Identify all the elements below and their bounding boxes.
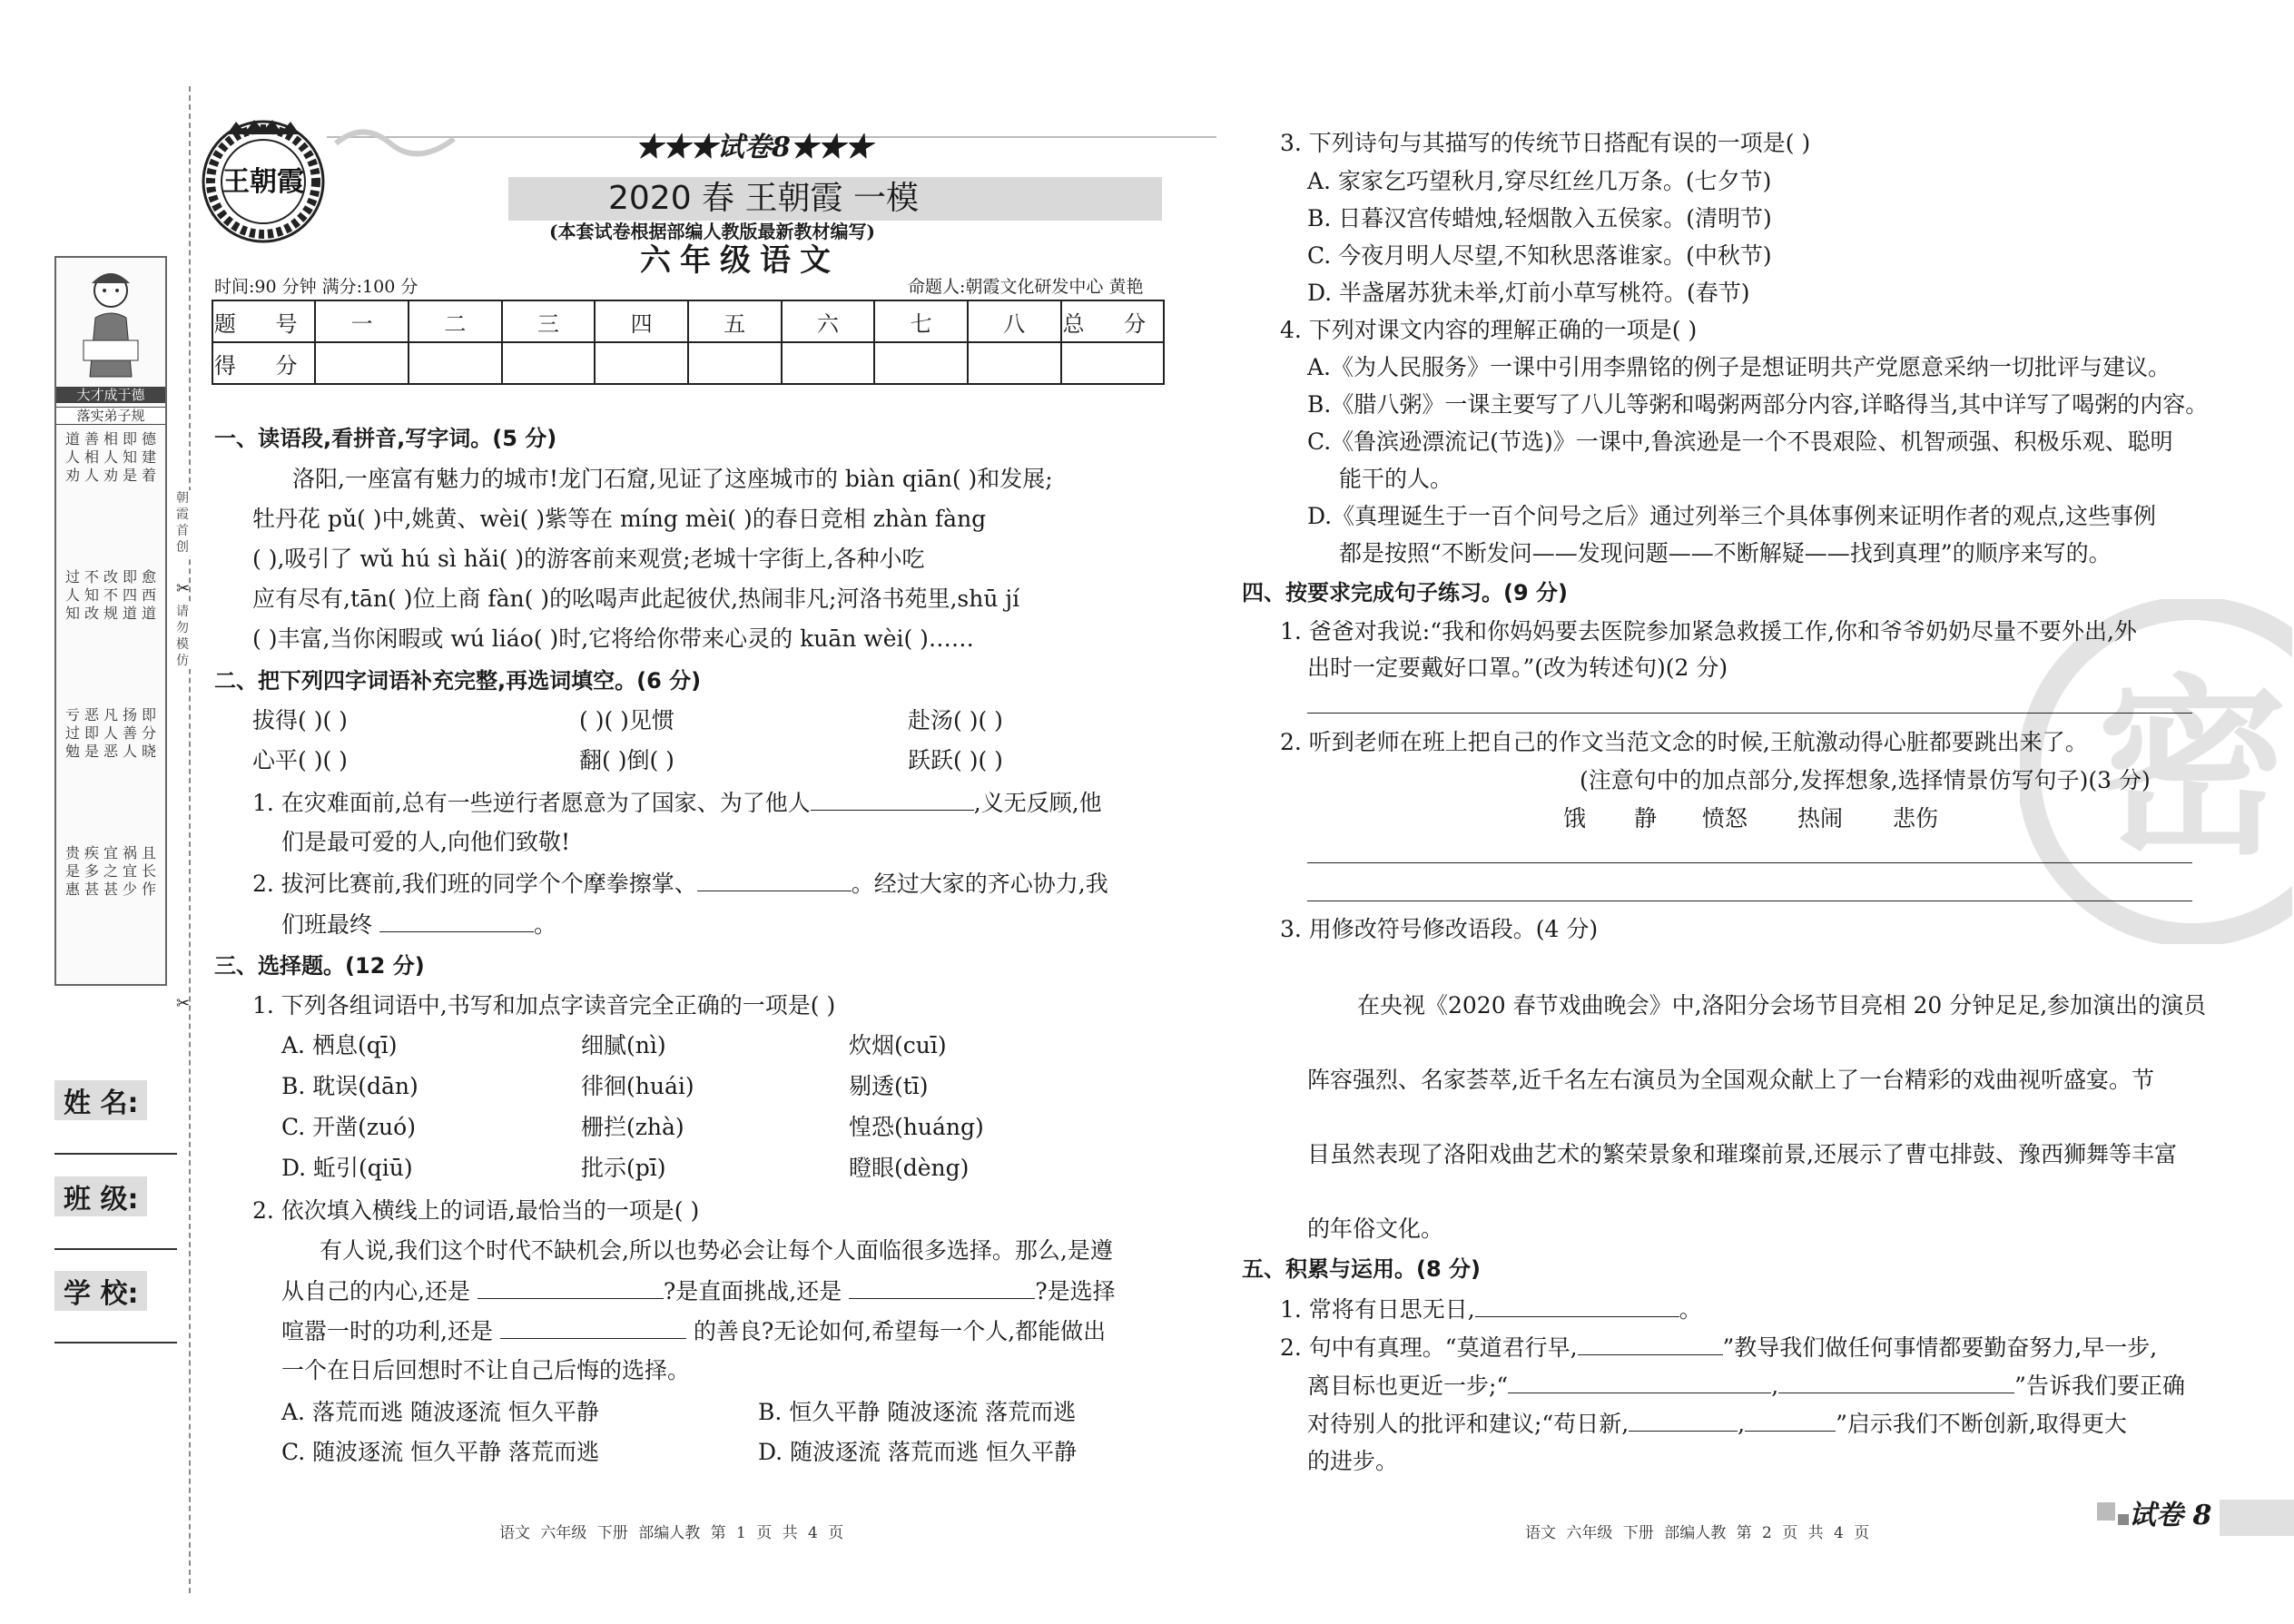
- score-header-cell: 三: [502, 300, 596, 342]
- q3-option-c[interactable]: C. 今夜月明人尽望,不知秋思落谁家。(中秋节): [1307, 242, 1772, 269]
- word-option: 剔透(tī): [849, 1073, 929, 1099]
- idiom-blank[interactable]: 跃跃( )( ): [908, 747, 1003, 773]
- score-cell[interactable]: [874, 342, 968, 384]
- idiom-blank[interactable]: 心平( )( ): [252, 747, 348, 773]
- q3-option-b[interactable]: B. 日暮汉宫传蜡烛,轻烟散入五侯家。(清明节): [1307, 205, 1772, 231]
- s1-line-3: ( ),吸引了 wǔ hú sì hǎi( )的游客前来观赏;老城十字街上,各种小吃: [252, 546, 925, 572]
- s3-question-1: 1. 下列各组词语中,书写和加点字读音完全正确的一项是( ): [252, 992, 836, 1019]
- edit-passage-line-1: 在央视《2020 春节戏曲晚会》中,洛阳分会场节目亮相 20 分钟足足,参加演出的演员: [1357, 992, 2207, 1019]
- motto-column: 道人劝: [64, 430, 80, 484]
- motto-column: 不知改: [84, 568, 99, 622]
- scholar-figure-icon: [79, 263, 143, 381]
- score-cell[interactable]: [1061, 342, 1164, 384]
- section-5-title: 五、积累与运用。(8 分): [1242, 1256, 1481, 1282]
- s2-question-1-cont: 们是最可爱的人,向他们致敬!: [281, 829, 570, 855]
- score-cell[interactable]: [968, 342, 1061, 384]
- q3-option-d[interactable]: D. 半盏屠苏犹未举,灯前小草写桃符。(春节): [1307, 280, 1750, 306]
- score-table: [212, 300, 1165, 385]
- ribbon-icon: [327, 116, 463, 171]
- logo-text: 王朝霞: [222, 166, 304, 198]
- word-option[interactable]: A. 栖息(qī): [281, 1032, 398, 1058]
- paper-number: ★★★试卷8★★★: [635, 132, 872, 163]
- edit-passage-line-3: 目虽然表现了洛阳戏曲艺术的繁荣景象和璀璨前景,还展示了曹屯排鼓、豫西狮舞等丰富: [1307, 1141, 2177, 1167]
- paper-tag: 试卷 8: [2129, 1500, 2212, 1531]
- answer-blank[interactable]: [849, 1275, 1035, 1299]
- score-value-row: [212, 342, 1164, 384]
- scissors-icon: ✂: [176, 994, 191, 1013]
- score-header-cell: 总 分: [1061, 300, 1164, 342]
- motto-column: 疾多甚: [84, 844, 99, 898]
- s3-q2-line-3: 喧嚣一时的功利,还是 的善良?无论如何,希望每一个人,都能做出: [281, 1314, 1106, 1348]
- answer-blank[interactable]: [811, 786, 974, 811]
- s5-question-2-cont: 离目标也更近一步;“ , ”告诉我们要正确: [1307, 1369, 2185, 1403]
- exam-title: 2020 春 王朝霞 一模: [608, 180, 919, 217]
- scissors-icon: ✂: [176, 579, 191, 598]
- motto-line-1: 大才成于德: [56, 387, 165, 403]
- choice-option-a[interactable]: A. 落荒而逃 随波逐流 恒久平静: [281, 1399, 599, 1425]
- question-4: 4. 下列对课文内容的理解正确的一项是( ): [1280, 317, 1698, 343]
- score-header-cell: 六: [782, 300, 875, 342]
- score-header-cell: 二: [409, 300, 502, 342]
- s4-question-2: 2. 听到老师在班上把自己的作文当范文念的时候,王航激动得心脏都要跳出来了。: [1280, 729, 2088, 755]
- motto-column: 善相人: [84, 430, 99, 484]
- footer-page-2: 语文 六年级 下册 部编人教 第 2 页 共 4 页: [1525, 1524, 1870, 1542]
- answer-blank[interactable]: [1578, 1331, 1723, 1355]
- score-header-cell: 四: [595, 300, 688, 342]
- score-header-cell: 八: [968, 300, 1061, 342]
- idiom-blank[interactable]: 拔得( )( ): [252, 707, 348, 733]
- edit-passage-line-4: 的年俗文化。: [1307, 1216, 1444, 1242]
- motto-column: 相人劝: [103, 430, 118, 484]
- question-3: 3. 下列诗句与其描写的传统节日搭配有误的一项是( ): [1280, 130, 1811, 156]
- s4-question-2-note: (注意句中的加点部分,发挥想象,选择情景仿写句子)(3 分): [1580, 767, 2151, 793]
- s3-q2-line-1: 有人说,我们这个时代不缺机会,所以也势必会让每个人面临很多选择。那么,是遵: [320, 1237, 1113, 1264]
- emotion-word: 饿: [1563, 805, 1587, 832]
- word-option[interactable]: B. 耽误(dān): [281, 1073, 418, 1099]
- idiom-blank[interactable]: ( )( )见惯: [579, 707, 674, 733]
- word-option[interactable]: D. 蚯引(qiū): [281, 1155, 413, 1181]
- q4-option-c-cont: 能干的人。: [1339, 466, 1453, 492]
- s5-question-2-cont3: 的进步。: [1307, 1448, 1399, 1474]
- deco-square: [2118, 1514, 2129, 1525]
- q4-option-d-cont: 都是按照“不断发问——发现问题——不断解疑——找到真理”的顺序来写的。: [1339, 540, 2112, 566]
- exam-subtitle: (本套试卷根据部编人教版最新教材编写): [549, 221, 875, 242]
- s4-question-3: 3. 用修改符号修改语段。(4 分): [1280, 916, 1599, 942]
- score-cell[interactable]: [502, 342, 596, 384]
- deco-square: [2097, 1502, 2115, 1521]
- motto-column: 即四道: [122, 568, 137, 622]
- q4-option-d[interactable]: D.《真理诞生于一百个问号之后》通过列举三个具体事例来证明作者的观点,这些事例: [1307, 503, 2157, 529]
- s3-q2-line-4: 一个在日后回想时不让自己后悔的选择。: [281, 1357, 691, 1383]
- score-header-cell: 五: [688, 300, 782, 342]
- answer-blank[interactable]: [500, 1314, 686, 1339]
- word-option: 炊烟(cuī): [849, 1032, 947, 1058]
- idiom-blank[interactable]: 赴汤( )( ): [908, 707, 1003, 733]
- emotion-word: 悲伤: [1893, 805, 1939, 832]
- motto-column: 凡人恶: [103, 706, 118, 760]
- s2-question-2: 2. 拔河比赛前,我们班的同学个个摩拳擦掌、 。经过大家的齐心协力,我: [252, 867, 1108, 901]
- section-4-title: 四、按要求完成句子练习。(9 分): [1242, 580, 1568, 605]
- cut-text-1: 朝霞首创: [172, 490, 192, 556]
- s1-line-5: ( )丰富,当你闲暇或 wú liáo( )时,它将给你带来心灵的 kuān wèi( )……: [252, 625, 974, 652]
- section-3-title: 三、选择题。(12 分): [214, 953, 425, 979]
- word-option: 栅拦(zhà): [581, 1114, 684, 1140]
- q4-option-a[interactable]: A.《为人民服务》一课中引用李鼎铭的例子是想证明共产党愿意采纳一切批评与建议。: [1307, 354, 2171, 380]
- word-option[interactable]: C. 开凿(zuó): [281, 1114, 416, 1140]
- edit-passage-line-2: 阵容强烈、名家荟萃,近千名左右演员为全国观众献上了一台精彩的戏曲视听盛宴。节: [1307, 1067, 2154, 1093]
- choice-option-c[interactable]: C. 随波逐流 恒久平静 落荒而逃: [281, 1439, 600, 1465]
- emotion-word: 热闹: [1797, 805, 1844, 832]
- score-cell[interactable]: [315, 342, 409, 384]
- section-1-title: 一、读语段,看拼音,写字词。(5 分): [214, 426, 557, 451]
- answer-blank[interactable]: [1475, 1293, 1679, 1317]
- motto-column: 即分晓: [141, 706, 156, 760]
- idiom-blank[interactable]: 翻( )倒( ): [579, 747, 674, 773]
- motto-column: 改不规: [103, 568, 118, 622]
- answer-line[interactable]: [1307, 713, 2192, 714]
- score-cell[interactable]: [409, 342, 502, 384]
- answer-blank[interactable]: [478, 1275, 664, 1299]
- score-header-row: [212, 300, 1164, 342]
- q3-option-a[interactable]: A. 家家乞巧望秋月,穿尽红丝几万条。(七夕节): [1307, 168, 1772, 194]
- word-option: 瞪眼(dèng): [849, 1155, 970, 1181]
- author-info: 命题人:朝霞文化研发中心 黄艳: [908, 277, 1144, 297]
- word-option: 批示(pī): [581, 1155, 666, 1181]
- school-label: 学 校:: [54, 1271, 147, 1311]
- motto-column: 且长作: [141, 844, 156, 898]
- s4-question-1: 1. 爸爸对我说:“我和你妈妈要去医院参加紧急救援工作,你和爷爷奶奶尽量不要外出,外: [1280, 618, 2137, 645]
- answer-blank[interactable]: [1745, 1407, 1836, 1432]
- s1-line-1: 洛阳,一座富有魅力的城市!龙门石窟,见证了这座城市的 biàn qiān( )和发展;: [292, 466, 1053, 492]
- corner-tab: [2220, 1500, 2294, 1536]
- cut-text-2: 请勿模仿: [172, 604, 192, 669]
- brand-logo-seal: [200, 118, 327, 245]
- choice-option-d[interactable]: D. 随波逐流 落荒而逃 恒久平静: [758, 1439, 1077, 1465]
- s1-line-2: 牡丹花 pǔ( )中,姚黄、wèi( )紫等在 míng mèi( )的春日竞相 zhàn fàng: [252, 506, 987, 532]
- section-2-title: 二、把下列四字词语补充完整,再选词填空。(6 分): [214, 668, 702, 694]
- word-option: 细腻(nì): [581, 1032, 666, 1058]
- answer-blank[interactable]: [1629, 1407, 1738, 1432]
- motto-column: 即知是: [122, 430, 137, 484]
- name-field[interactable]: [54, 1153, 177, 1155]
- score-row-label: 得 分: [212, 342, 315, 384]
- score-cell[interactable]: [595, 342, 688, 384]
- s2-question-2-cont: 们班最终 。: [281, 908, 556, 941]
- motto-column: 过人知: [64, 568, 80, 622]
- answer-blank[interactable]: [697, 867, 852, 891]
- s3-question-2: 2. 依次填入横线上的词语,最恰当的一项是( ): [252, 1197, 700, 1224]
- class-label: 班 级:: [54, 1176, 147, 1216]
- school-field[interactable]: [54, 1342, 177, 1343]
- q4-option-b[interactable]: B.《腊八粥》一课主要写了八儿等粥和喝粥两部分内容,详略得当,其中详写了喝粥的内容。: [1307, 391, 2209, 418]
- footer-page-1: 语文 六年级 下册 部编人教 第 1 页 共 4 页: [499, 1524, 844, 1542]
- s4-question-1-cont: 出时一定要戴好口罩。”(改为转述句)(2 分): [1307, 655, 1728, 681]
- time-info: 时间:90 分钟 满分:100 分: [214, 277, 418, 297]
- name-label: 姓 名:: [54, 1080, 147, 1120]
- score-cell[interactable]: [782, 342, 875, 384]
- s2-question-1: 1. 在灾难面前,总有一些逆行者愿意为了国家、为了他人 ,义无反顾,他: [252, 786, 1102, 820]
- word-option: 徘徊(huái): [581, 1073, 694, 1099]
- s3-q2-line-2: 从自己的内心,还是 ?是直面挑战,还是 ?是选择: [281, 1275, 1116, 1308]
- motto-column: 扬善人: [122, 706, 137, 760]
- answer-line[interactable]: [1307, 862, 2192, 863]
- answer-blank[interactable]: [379, 908, 534, 932]
- s5-question-2-cont2: 对待别人的批评和建议;“苟日新, , ”启示我们不断创新,取得更大: [1307, 1407, 2127, 1441]
- motto-column: 宜之甚: [103, 844, 118, 898]
- s5-question-2: 2. 句中有真理。“莫道君行早, ”教导我们做任何事情都要勤奋努力,早一步,: [1280, 1331, 2157, 1364]
- svg-text:密: 密: [2096, 658, 2289, 881]
- motto-column: 恶即是: [84, 706, 99, 760]
- score-header-cell: 一: [315, 300, 409, 342]
- motto-sidebar: [54, 256, 167, 986]
- q4-option-c[interactable]: C.《鲁滨逊漂流记(节选)》一课中,鲁滨逊是一个不畏艰险、机智顽强、积极乐观、聪明: [1307, 428, 2173, 455]
- s1-line-4: 应有尽有,tān( )位上商 fàn( )的吆喝声此起彼伏,热闹非凡;河洛书苑里,shū jí: [252, 586, 1020, 612]
- word-option: 惶恐(huáng): [849, 1114, 984, 1140]
- binding-cut-line: [189, 86, 191, 1593]
- grade-title: 六年级语文: [640, 242, 840, 279]
- choice-option-b[interactable]: B. 恒久平静 随波逐流 落荒而逃: [758, 1399, 1077, 1425]
- score-cell[interactable]: [688, 342, 782, 384]
- emotion-word: 静: [1634, 805, 1658, 832]
- score-header-cell: 题 号: [212, 300, 315, 342]
- answer-blank[interactable]: [1508, 1369, 1771, 1393]
- motto-column: 愈西道: [141, 568, 156, 622]
- motto-line-2: 落实弟子规: [56, 407, 165, 425]
- class-field[interactable]: [54, 1248, 177, 1250]
- motto-column: 祸宜少: [122, 844, 137, 898]
- s5-question-1: 1. 常将有日思无日, 。: [1280, 1293, 1702, 1326]
- motto-column: 亏过勉: [64, 706, 80, 760]
- answer-blank[interactable]: [1778, 1369, 2014, 1393]
- emotion-word: 愤怒: [1702, 805, 1748, 832]
- score-header-cell: 七: [874, 300, 968, 342]
- motto-column: 德建着: [141, 430, 156, 484]
- motto-column: 贵是惠: [64, 844, 80, 898]
